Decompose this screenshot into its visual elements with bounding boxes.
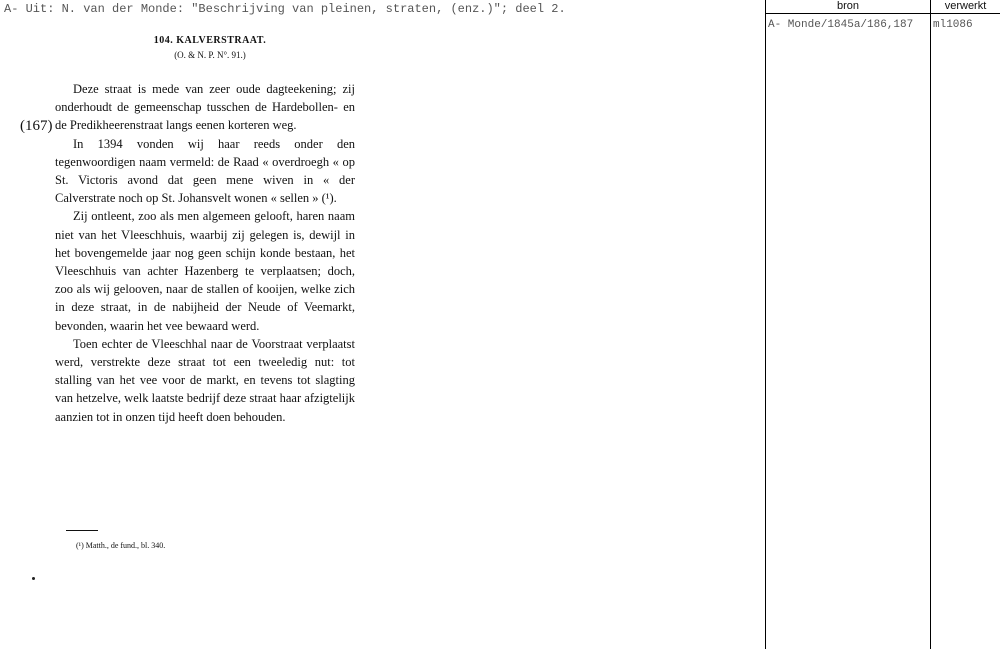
- cell-bron: A- Monde/1845a/186,187: [768, 19, 914, 31]
- panel-header-divider: [765, 13, 1000, 14]
- paragraph: Deze straat is mede van zeer oude dagteekening; zij onderhoudt de gemeenschap tusschen de Hardebollen- en de Predikheerenstraat langs eenen korteren weg.: [55, 82, 355, 133]
- panel-column-divider: [930, 0, 931, 649]
- column-header-verwerkt: verwerkt: [944, 0, 987, 12]
- footnote-divider: [66, 530, 98, 531]
- paragraph: In 1394 vonden wij haar reeds onder den tegenwoordigen naam vermeld: de Raad « overdroegh « op St. Victoris avond dat geen mene wiven in « der Calverstrate noch op St. Johansvelt wonen « sellen » (¹).: [55, 136, 355, 206]
- paragraph: Zij ontleent, zoo als men algemeen gelooft, haren naam niet van het Vleeschhuis, waarbij zij gelegen is, dewijl in het bovengemelde jaar nog geen schijn konde bestaan, het Vleeschhuis van achter Hazenberg te verplaatsen; doch, zoo als wij gelooven, naar de stallen of kooijen, welke zich in deze straat, in de nabijheid der Neude of Veemarkt, bevonden, waarin het vee bewaard werd.: [55, 209, 355, 333]
- paragraph: Toen echter de Vleeschhal naar de Voorstraat verplaatst werd, verstrekte deze straat tot een tweeledig nut: tot stalling van het vee voor de markt, en tevens tot slagting van hetzelve, welk laatste bedrijf deze straat haar afzigtelijk aanzien tot in onzen tijd heeft doen behouden.: [55, 336, 355, 424]
- column-header-bron: bron: [836, 0, 860, 12]
- source-header: A- Uit: N. van der Monde: "Beschrijving van pleinen, straten, (enz.)"; deel 2.: [4, 2, 566, 16]
- body-text: [55, 80, 355, 426]
- section-heading: 104. KALVERSTRAAT.: [153, 35, 267, 46]
- footnote: (¹) Matth., de fund., bl. 340.: [76, 541, 166, 550]
- panel-left-border: [765, 0, 766, 649]
- margin-page-note: (167): [20, 118, 53, 134]
- stray-mark: [32, 577, 35, 580]
- section-subheading: (O. & N. P. N°. 91.): [174, 50, 246, 60]
- cell-verwerkt: ml1086: [933, 19, 973, 31]
